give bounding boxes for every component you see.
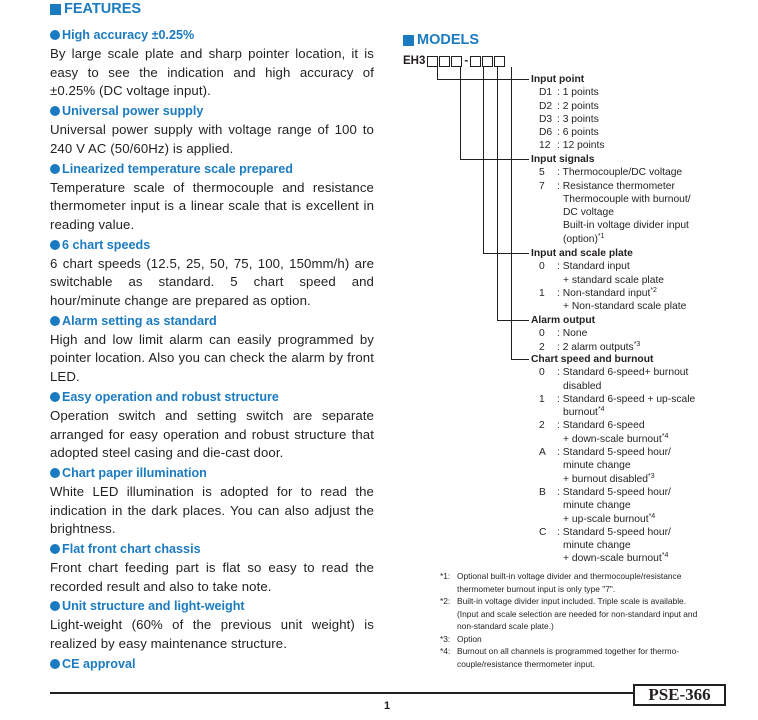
option-row (531, 100, 741, 113)
option-code: B (539, 486, 546, 498)
option-description-text: : Standard 6-speed (557, 420, 645, 432)
feature-heading-text: Alarm setting as standard (62, 313, 217, 328)
feature-heading (50, 102, 374, 120)
option-code: 0 (539, 367, 545, 379)
option-description-text: : Standard 6-speed+ burnout (557, 367, 689, 379)
option-description-line (557, 86, 741, 99)
option-description-text: : Standard 5-speed hour/ (557, 486, 671, 498)
bullet-dot-icon (50, 544, 60, 554)
option-row (531, 260, 741, 287)
option-code: C (539, 526, 547, 538)
option-description (557, 126, 741, 139)
option-description-line (557, 180, 741, 193)
footnote-ref: *3 (633, 340, 641, 348)
blue-square-icon (50, 4, 61, 15)
feature-heading-text: Flat front chart chassis (62, 542, 201, 557)
option-description-text: : 2 alarm outputs (557, 341, 634, 353)
bullet-dot-icon (50, 601, 60, 611)
features-heading: FEATURES (50, 1, 141, 17)
code-dash: - (464, 55, 469, 67)
option-code: 2 (539, 420, 545, 432)
option-description-text: : None (557, 328, 588, 340)
option-description (557, 486, 741, 526)
option-description-text: : Non-standard input (557, 287, 651, 299)
option-description (557, 526, 741, 566)
footnote-ref: *4 (661, 432, 669, 440)
tree-line-scale-plate (484, 67, 530, 254)
option-description (557, 166, 741, 179)
footnote (440, 570, 740, 595)
option-description-line (557, 539, 741, 552)
bullet-dot-icon (50, 659, 60, 669)
option-description-text: : 2 points (557, 100, 599, 112)
option-description-line (557, 193, 741, 206)
option-description (557, 86, 741, 99)
bullet-dot-icon (50, 468, 60, 478)
footnote-text (457, 570, 740, 595)
option-description-line (557, 406, 741, 419)
option-description-line (557, 233, 741, 246)
option-description-text: minute change (563, 500, 631, 512)
option-description-text: + standard scale plate (563, 274, 665, 286)
feature-description: Light-weight (60% of the previous unit weight) is realized by easy maintenance structure. (50, 617, 374, 652)
option-description-line (557, 287, 741, 300)
option-row (531, 526, 741, 566)
features-list (50, 26, 374, 673)
option-description (557, 180, 741, 246)
feature-heading (50, 464, 374, 482)
footnote-key: *3: (440, 633, 451, 644)
bullet-dot-icon (50, 164, 60, 174)
option-description-text: burnout (563, 407, 598, 419)
tree-line-alarm-output (498, 67, 530, 321)
feature-heading (50, 236, 374, 254)
option-description-line (557, 513, 741, 526)
document-code: PSE-366 (633, 684, 726, 706)
option-description-text: : Standard 5-speed hour/ (557, 526, 671, 538)
feature-description: Temperature scale of thermocouple and resistance thermometer input is a linear scale that is excellent in reading value. (50, 179, 374, 232)
group-alarm-output (531, 314, 741, 354)
code-box (482, 56, 493, 67)
option-row (531, 180, 741, 246)
feature-heading-text: High accuracy ±0.25% (62, 28, 195, 42)
group-input-point (531, 73, 741, 153)
bullet-dot-icon (50, 240, 60, 250)
option-description-line (557, 274, 741, 287)
option-row (531, 126, 741, 139)
feature-description: Front chart feeding part is flat so easy to read the recorded result and also to take note. (50, 560, 374, 594)
blue-square-icon (403, 35, 414, 46)
option-description-line (557, 126, 741, 139)
footnote-key: *2: (440, 596, 451, 606)
group-title: Input signals (531, 154, 595, 165)
option-description-text: + down-scale burnout (563, 553, 662, 565)
option-row (531, 341, 741, 354)
option-description-text: : 12 points (557, 140, 605, 152)
code-box (427, 56, 438, 67)
option-description (557, 366, 741, 393)
feature-description: 6 chart speeds (12.5, 25, 50, 75, 100, 150mm/h) are switchable as standard. 5 chart speed and hour/minute change are prepared as option. (50, 255, 374, 309)
option-description-line (557, 446, 741, 459)
option-row (531, 139, 741, 152)
footnote-line: Built-in voltage divider input included. Triple scale is available. (457, 596, 687, 606)
feature-heading-text: CE approval (62, 656, 136, 671)
option-description-line (557, 341, 741, 354)
feature-heading-text: Universal power supply (62, 104, 204, 119)
option-row (531, 486, 741, 526)
feature-heading (50, 388, 374, 406)
footnote-text (457, 633, 740, 646)
feature-description: White LED illumination is adopted for to read the indication in the dark places. You can also adjust the brightness. (50, 483, 374, 537)
option-code: D2 (539, 100, 553, 112)
feature-heading-text: 6 chart speeds (62, 237, 151, 252)
option-description-text: : 3 points (557, 113, 599, 125)
option-description-text: (option) (563, 233, 598, 245)
option-description-line (557, 526, 741, 539)
feature-description: Universal power supply with voltage range of 100 to 240 V AC (50/60Hz) is applied. (50, 122, 374, 156)
option-description (557, 139, 741, 152)
footnote-ref: *1 (597, 232, 605, 240)
option-description (557, 100, 741, 113)
option-description-line (557, 139, 741, 152)
feature-heading (50, 540, 374, 558)
group-title: Alarm output (531, 315, 596, 326)
option-code: D1 (539, 87, 553, 99)
option-code: 1 (539, 287, 545, 299)
option-description-line (557, 419, 741, 432)
option-code: 0 (539, 261, 545, 273)
option-description (557, 393, 741, 420)
option-description-text: disabled (563, 380, 602, 392)
footnote-line: Optional built-in voltage divider and thermocouple/resistance (457, 571, 682, 581)
code-box (494, 56, 505, 67)
option-description (557, 341, 741, 354)
group-input-scale-plate (531, 247, 741, 313)
footnote-key: *1: (440, 571, 451, 581)
footnote-ref: *4 (597, 406, 605, 414)
footnote-line: non-standard scale plate.) (457, 621, 554, 631)
option-code: 0 (539, 328, 545, 340)
model-code-prefix: EH3 (403, 55, 426, 67)
option-description-line (557, 499, 741, 512)
footnote (440, 595, 740, 633)
bullet-dot-icon (50, 392, 60, 402)
option-description (557, 113, 741, 126)
option-description-line (557, 473, 741, 486)
tree-line-input-signals (461, 67, 530, 160)
feature-description: High and low limit alarm can easily programmed by pointer location. Also you can check the alarm by front LED. (50, 331, 374, 385)
option-row (531, 113, 741, 126)
option-description-line (557, 486, 741, 499)
option-code: 5 (539, 167, 545, 179)
option-row (531, 166, 741, 179)
option-description (557, 287, 741, 314)
code-box (470, 56, 481, 67)
option-description (557, 327, 741, 340)
option-row (531, 446, 741, 486)
bullet-dot-icon (50, 316, 60, 326)
option-code: A (539, 447, 546, 459)
option-description-text: DC voltage (563, 207, 614, 219)
footnote-line: couple/resistance thermometer input. (457, 658, 595, 669)
feature-heading (50, 26, 374, 44)
option-description-line (557, 260, 741, 273)
footnote-key: *4: (440, 646, 451, 656)
option-description-line (557, 100, 741, 113)
footnote-ref: *4 (648, 512, 656, 520)
option-description-line (557, 206, 741, 219)
feature-heading-text: Easy operation and robust structure (62, 389, 279, 404)
option-code: 7 (539, 180, 545, 192)
code-box (439, 56, 450, 67)
option-description-text: : Standard 6-speed + up-scale (557, 393, 696, 405)
footnotes (440, 570, 740, 670)
option-description-text: minute change (563, 460, 631, 472)
tree-line-chart-speed (512, 67, 530, 360)
option-row (531, 287, 741, 314)
option-description-text: : Standard 5-speed hour/ (557, 447, 671, 459)
option-description (557, 446, 741, 486)
option-description-line (557, 366, 741, 379)
tree-line-input-point (438, 67, 530, 80)
page-number: 1 (384, 700, 391, 712)
footnote-ref: *3 (648, 472, 655, 480)
feature-heading (50, 597, 374, 615)
bullet-dot-icon (50, 30, 60, 40)
footnote-line: Option (457, 633, 482, 644)
footnote-line: thermometer burnout input is only type "7". (457, 583, 616, 594)
option-description-line (557, 327, 741, 340)
group-title: Chart speed and burnout (531, 354, 654, 365)
option-row (531, 393, 741, 420)
feature-description: By large scale plate and sharp pointer location, it is easy to see the indication and high accuracy of ±0.25% (DC voltage input). (50, 46, 374, 99)
option-description-line (557, 219, 741, 232)
option-description-text: + down-scale burnout (563, 433, 662, 445)
option-description-line (557, 393, 741, 406)
option-code: D3 (539, 113, 553, 125)
option-row (531, 366, 741, 393)
footnote-text (457, 645, 740, 670)
feature-heading-text: Chart paper illumination (62, 465, 207, 480)
footnote-text (457, 595, 740, 633)
option-code: 12 (539, 140, 551, 152)
models-heading: MODELS (403, 32, 479, 48)
option-description (557, 419, 741, 446)
footnote-ref: *2 (650, 286, 657, 294)
option-row (531, 86, 741, 99)
option-description-text: Built-in voltage divider input (563, 220, 689, 232)
option-description-text: : Thermocouple/DC voltage (557, 167, 683, 179)
footer-rule (50, 692, 634, 694)
bullet-dot-icon (50, 106, 60, 116)
group-chart-speed-burnout (531, 353, 741, 566)
option-code: D6 (539, 127, 553, 139)
feature-heading-text: Linearized temperature scale prepared (62, 161, 293, 176)
option-description-line (557, 300, 741, 313)
option-description-line (557, 433, 741, 446)
option-code: 2 (539, 341, 545, 353)
option-description (557, 260, 741, 287)
footnote-line: Burnout on all channels is programmed together for thermo- (457, 646, 680, 656)
option-description-text: + up-scale burnout (563, 513, 649, 525)
model-code (403, 55, 506, 67)
option-code: 1 (539, 393, 545, 405)
option-description-text: : Resistance thermometer (557, 180, 675, 192)
option-description-text: : 6 points (557, 127, 599, 139)
feature-description: Operation switch and setting switch are separate arranged for easy operation and robust structure that adopted steel casing and die-cast door. (50, 407, 374, 461)
feature-heading-text: Unit structure and light-weight (62, 599, 245, 614)
option-description-line (557, 552, 741, 565)
feature-heading (50, 160, 374, 178)
feature-heading (50, 312, 374, 330)
group-title: Input point (531, 74, 585, 85)
footnote-line: (Input and scale selection are needed for non-standard input and (457, 608, 698, 619)
code-box (451, 56, 462, 67)
option-description-text: + Non-standard scale plate (563, 301, 687, 313)
footnote (440, 633, 740, 646)
option-description-text: : Standard input (557, 261, 630, 273)
option-description-line (557, 380, 741, 393)
option-row (531, 419, 741, 446)
option-description-text: Thermocouple with burnout/ (563, 193, 691, 205)
group-title: Input and scale plate (531, 248, 633, 259)
option-description-text: + burnout disabled (563, 473, 649, 485)
feature-heading (50, 655, 374, 673)
option-description-line (557, 166, 741, 179)
option-description-line (557, 113, 741, 126)
group-input-signals (531, 153, 741, 246)
option-description-text: : 1 points (557, 87, 599, 99)
option-row (531, 327, 741, 340)
footnote (440, 645, 740, 670)
footnote-ref: *4 (661, 552, 669, 560)
option-description-text: minute change (563, 540, 631, 552)
option-description-line (557, 459, 741, 472)
